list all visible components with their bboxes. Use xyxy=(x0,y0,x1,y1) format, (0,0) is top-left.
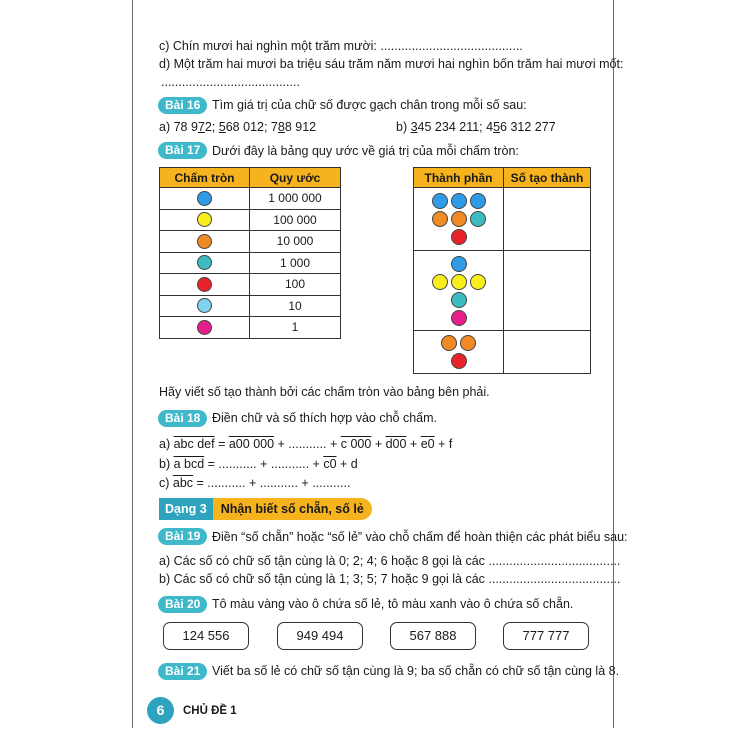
answer-cell-3[interactable] xyxy=(504,331,591,374)
orange-dot-icon xyxy=(451,211,467,227)
page-left-edge xyxy=(132,0,133,728)
number-box[interactable]: 949 494 xyxy=(277,622,363,650)
bai17-prompt: Dưới đây là bảng quy ước về giá trị của mỗi chấm tròn: xyxy=(212,144,519,158)
page-number: 6 xyxy=(147,697,174,724)
composition-group-3 xyxy=(414,331,504,374)
bai20-badge: Bài 20 xyxy=(158,596,207,613)
composition-table xyxy=(413,167,591,374)
red-dot-icon xyxy=(197,277,212,292)
red-dot-icon xyxy=(451,229,467,245)
header-so-tao-thanh: Số tạo thành xyxy=(504,168,591,188)
value-cell: 1 000 xyxy=(250,252,341,274)
bai19-a: a) Các số có chữ số tận cùng là 0; 2; 4; 6 hoặc 8 gọi là các ...................................... xyxy=(159,554,621,568)
yellow-dot-icon xyxy=(451,274,467,290)
bai16-prompt: Tìm giá trị của chữ số được gạch chân trong mỗi số sau: xyxy=(212,98,527,112)
teal-dot-icon xyxy=(197,255,212,270)
bai16-badge: Bài 16 xyxy=(158,97,207,114)
orange-dot-icon xyxy=(197,234,212,249)
value-cell: 100 xyxy=(250,274,341,296)
value-cell: 100 000 xyxy=(250,209,341,231)
blue-dot-icon xyxy=(432,193,448,209)
blue-dot-icon xyxy=(470,193,486,209)
bai18-b: b) a bcd = ........... + ........... + c0 + d xyxy=(159,457,358,471)
value-cell: 10 000 xyxy=(250,231,341,253)
blue-dot-icon xyxy=(451,193,467,209)
bai19-b: b) Các số có chữ số tận cùng là 1; 3; 5; 7 hoặc 9 gọi là các ...................................... xyxy=(159,572,621,586)
answer-cell-2[interactable] xyxy=(504,251,591,331)
bai17-badge: Bài 17 xyxy=(158,142,207,159)
line-d-dots: ........................................ xyxy=(161,75,300,89)
header-cham-tron: Chấm tròn xyxy=(160,168,250,188)
section-header xyxy=(159,498,372,520)
value-cell: 1 xyxy=(250,317,341,339)
number-box[interactable]: 567 888 xyxy=(390,622,476,650)
bai18-c: c) $\overline{abc}$ = ........... + ........... + ........... xyxy=(159,476,351,490)
bai17-footer: Hãy viết số tạo thành bởi các chấm tròn vào bảng bên phải. xyxy=(159,385,490,399)
blue-dot-icon xyxy=(451,256,467,272)
bai16-b: b) 345 234 211; 456 312 277 xyxy=(396,120,556,134)
orange-dot-icon xyxy=(441,335,457,351)
bai19-badge: Bài 19 xyxy=(158,528,207,545)
yellow-dot-icon xyxy=(197,212,212,227)
teal-dot-icon xyxy=(470,211,486,227)
dot-value-table xyxy=(159,167,341,339)
bai21-badge: Bài 21 xyxy=(158,663,207,680)
composition-group-1 xyxy=(414,188,504,251)
section-tag: Dạng 3 xyxy=(159,498,213,520)
line-c: c) Chín mươi hai nghìn một trăm mười: ......................................... xyxy=(159,39,523,53)
yellow-dot-icon xyxy=(470,274,486,290)
bai18-badge: Bài 18 xyxy=(158,410,207,427)
bai16-a: a) 78 972; 568 012; 788 912 xyxy=(159,120,317,134)
bai18-prompt: Điền chữ và số thích hợp vào chỗ chấm. xyxy=(212,411,438,425)
bai20-prompt: Tô màu vàng vào ô chứa số lẻ, tô màu xanh vào ô chứa số chẵn. xyxy=(212,597,574,611)
header-thanh-phan: Thành phần xyxy=(414,168,504,188)
magenta-dot-icon xyxy=(451,310,467,326)
bai19-prompt: Điền “số chẵn” hoặc “số lẻ” vào chỗ chấm để hoàn thiện các phát biểu sau: xyxy=(212,530,628,544)
section-title: Nhận biết số chẵn, số lẻ xyxy=(213,498,372,520)
value-cell: 10 xyxy=(250,295,341,317)
bai18-a: a) abc def = a00 000 + ........... + c 000 + d00 + e0 + f xyxy=(159,437,453,451)
number-box[interactable]: 777 777 xyxy=(503,622,589,650)
orange-dot-icon xyxy=(432,211,448,227)
bai21-prompt: Viết ba số lẻ có chữ số tận cùng là 9; ba số chẵn có chữ số tận cùng là 8. xyxy=(212,664,620,678)
composition-group-2 xyxy=(414,251,504,331)
teal-dot-icon xyxy=(451,292,467,308)
line-d: d) Một trăm hai mươi ba triệu sáu trăm năm mươi hai nghìn bốn trăm hai mươi mốt: xyxy=(159,57,624,71)
orange-dot-icon xyxy=(460,335,476,351)
blue-dot-icon xyxy=(197,191,212,206)
lightblue-dot-icon xyxy=(197,298,212,313)
chapter-label: CHỦ ĐỀ 1 xyxy=(183,705,237,717)
number-box[interactable]: 124 556 xyxy=(163,622,249,650)
red-dot-icon xyxy=(451,353,467,369)
header-quy-uoc: Quy ước xyxy=(250,168,341,188)
yellow-dot-icon xyxy=(432,274,448,290)
answer-cell-1[interactable] xyxy=(504,188,591,251)
page-right-edge xyxy=(613,0,614,728)
magenta-dot-icon xyxy=(197,320,212,335)
value-cell: 1 000 000 xyxy=(250,188,341,210)
